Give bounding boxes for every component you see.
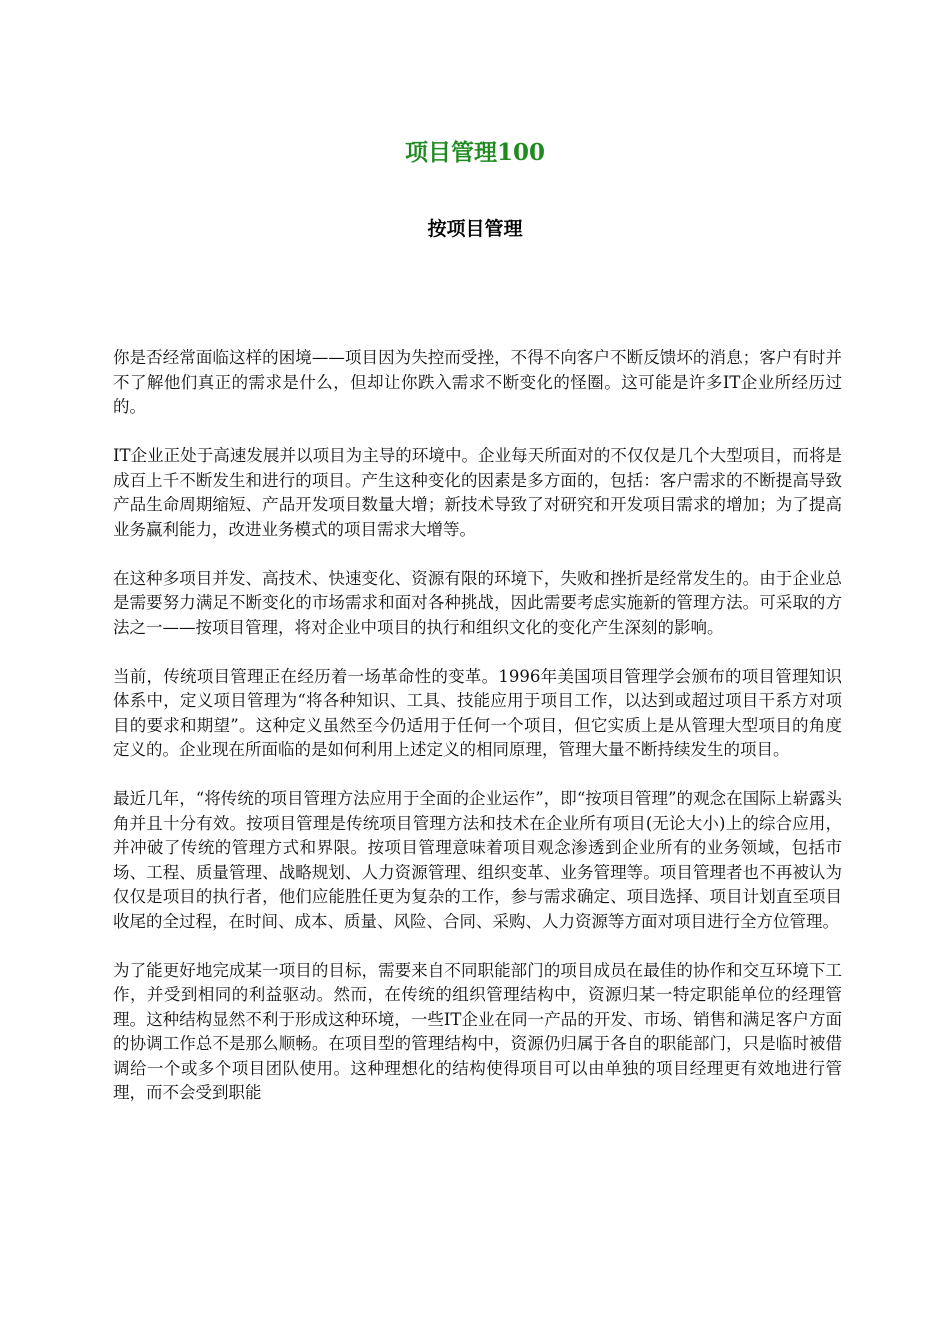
paragraph-5: 最近几年，“将传统的项目管理方法应用于全面的企业运作”，即“按项目管理”的观念在国际上崭露头角并且十分有效。按项目管理是传统项目管理方法和技术在企业所有项目(无论大小)上的综合应用，并冲破了传统的管理方式和界限。按项目管理意味着项目观念渗透到企业所有的业务领域，包括市场、工程、质量管理、战略规划、人力资源管理、组织变革、业务管理等。项目管理者也不再被认为仅仅是项目的执行者，他们应能胜任更为复杂的工作，参与需求确定、项目选择、项目计划直至项目收尾的全过程，在时间、成本、质量、风险、合同、采购、人力资源等方面对项目进行全方位管理。	[113, 789, 842, 931]
paragraph-1: 你是否经常面临这样的困境——项目因为失控而受挫，不得不向客户不断反馈坏的消息；客户有时并不了解他们真正的需求是什么，但却让你跌入需求不断变化的怪圈。这可能是许多IT企业所经历过的。	[113, 348, 842, 416]
paragraph-4: 当前，传统项目管理正在经历着一场革命性的变革。1996年美国项目管理学会颁布的项目管理知识体系中，定义项目管理为“将各种知识、工具、技能应用于项目工作，以达到或超过项目干系方对项目的要求和期望”。这种定义虽然至今仍适用于任何一个项目，但它实质上是从管理大型项目的角度定义的。企业现在所面临的是如何利用上述定义的相同原理，管理大量不断持续发生的项目。	[113, 666, 842, 759]
paragraph-6: 为了能更好地完成某一项目的目标，需要来自不同职能部门的项目成员在最佳的协作和交互环境下工作，并受到相同的利益驱动。然而，在传统的组织管理结构中，资源归某一特定职能单位的经理管理。这种结构显然不利于形成这种环境，一些IT企业在同一产品的开发、市场、销售和满足客户方面的协调工作总不是那么顺畅。在项目型的管理结构中，资源仍归属于各自的职能部门，只是临时被借调给一个或多个项目团队使用。这种理想化的结构使得项目可以由单独的项目经理更有效地进行管理，而不会受到职能	[113, 960, 842, 1102]
document-subtitle: 按项目管理	[427, 218, 523, 240]
document-body	[113, 346, 842, 1130]
paragraph-3: 在这种多项目并发、高技术、快速变化、资源有限的环境下，失败和挫折是经常发生的。由于企业总是需要努力满足不断变化的市场需求和面对各种挑战，因此需要考虑实施新的管理方法。可采取的方法之一——按项目管理，将对企业中项目的执行和组织文化的变化产生深刻的影响。	[113, 568, 842, 637]
paragraph-2: IT企业正处于高速发展并以项目为主导的环境中。企业每天所面对的不仅仅是几个大型项目，而将是成百上千不断发生和进行的项目。产生这种变化的因素是多方面的，包括：客户需求的不断提高导致产品生命周期缩短、产品开发项目数量大增；新技术导致了对研究和开发项目需求的增加；为了提高业务赢利能力，改进业务模式的项目需求大增等。	[113, 446, 842, 539]
document-title: 项目管理100	[404, 139, 545, 166]
